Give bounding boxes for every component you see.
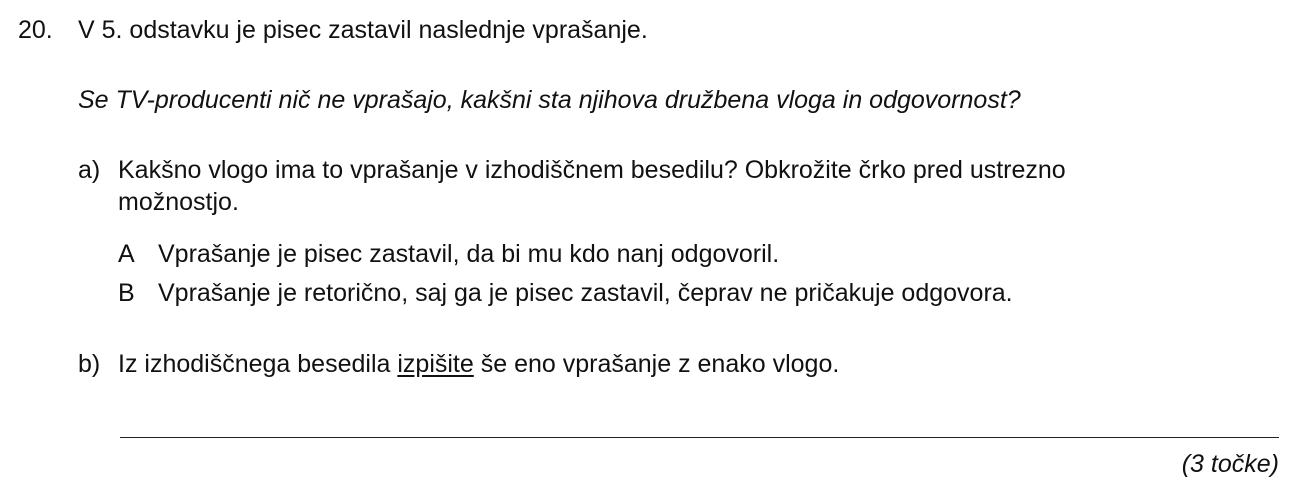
question-prompt: V 5. odstavku je pisec zastavil naslednje vprašanje. [78,16,648,44]
points-label: (3 točke) [1181,450,1279,478]
part-a-text-line1: Kakšno vlogo ima to vprašanje v izhodiščnem besedilu? Obkrožite črko pred ustrezno [118,156,1066,184]
option-b-letter[interactable]: B [118,279,135,307]
option-a-letter[interactable]: A [118,240,135,268]
answer-line[interactable] [120,437,1279,438]
question-quote: Se TV-producenti nič ne vprašajo, kakšni sta njihova družbena vloga in odgovornost? [78,86,1021,114]
part-a-text-line2: možnostjo. [118,188,239,216]
part-b-text [118,348,839,380]
option-b-text: Vprašanje je retorično, saj ga je pisec zastavil, čeprav ne pričakuje odgovora. [158,279,1013,307]
question-number: 20. [18,16,53,44]
part-a-label: a) [78,156,101,184]
part-b-text-after: še eno vprašanje z enako vlogo. [473,350,840,378]
part-b-text-before: Iz izhodiščnega besedila [118,350,398,378]
part-b-emphasis: izpišite [397,350,474,378]
option-a-text: Vprašanje je pisec zastavil, da bi mu kdo nanj odgovoril. [158,240,780,268]
part-b-label: b) [78,350,101,378]
